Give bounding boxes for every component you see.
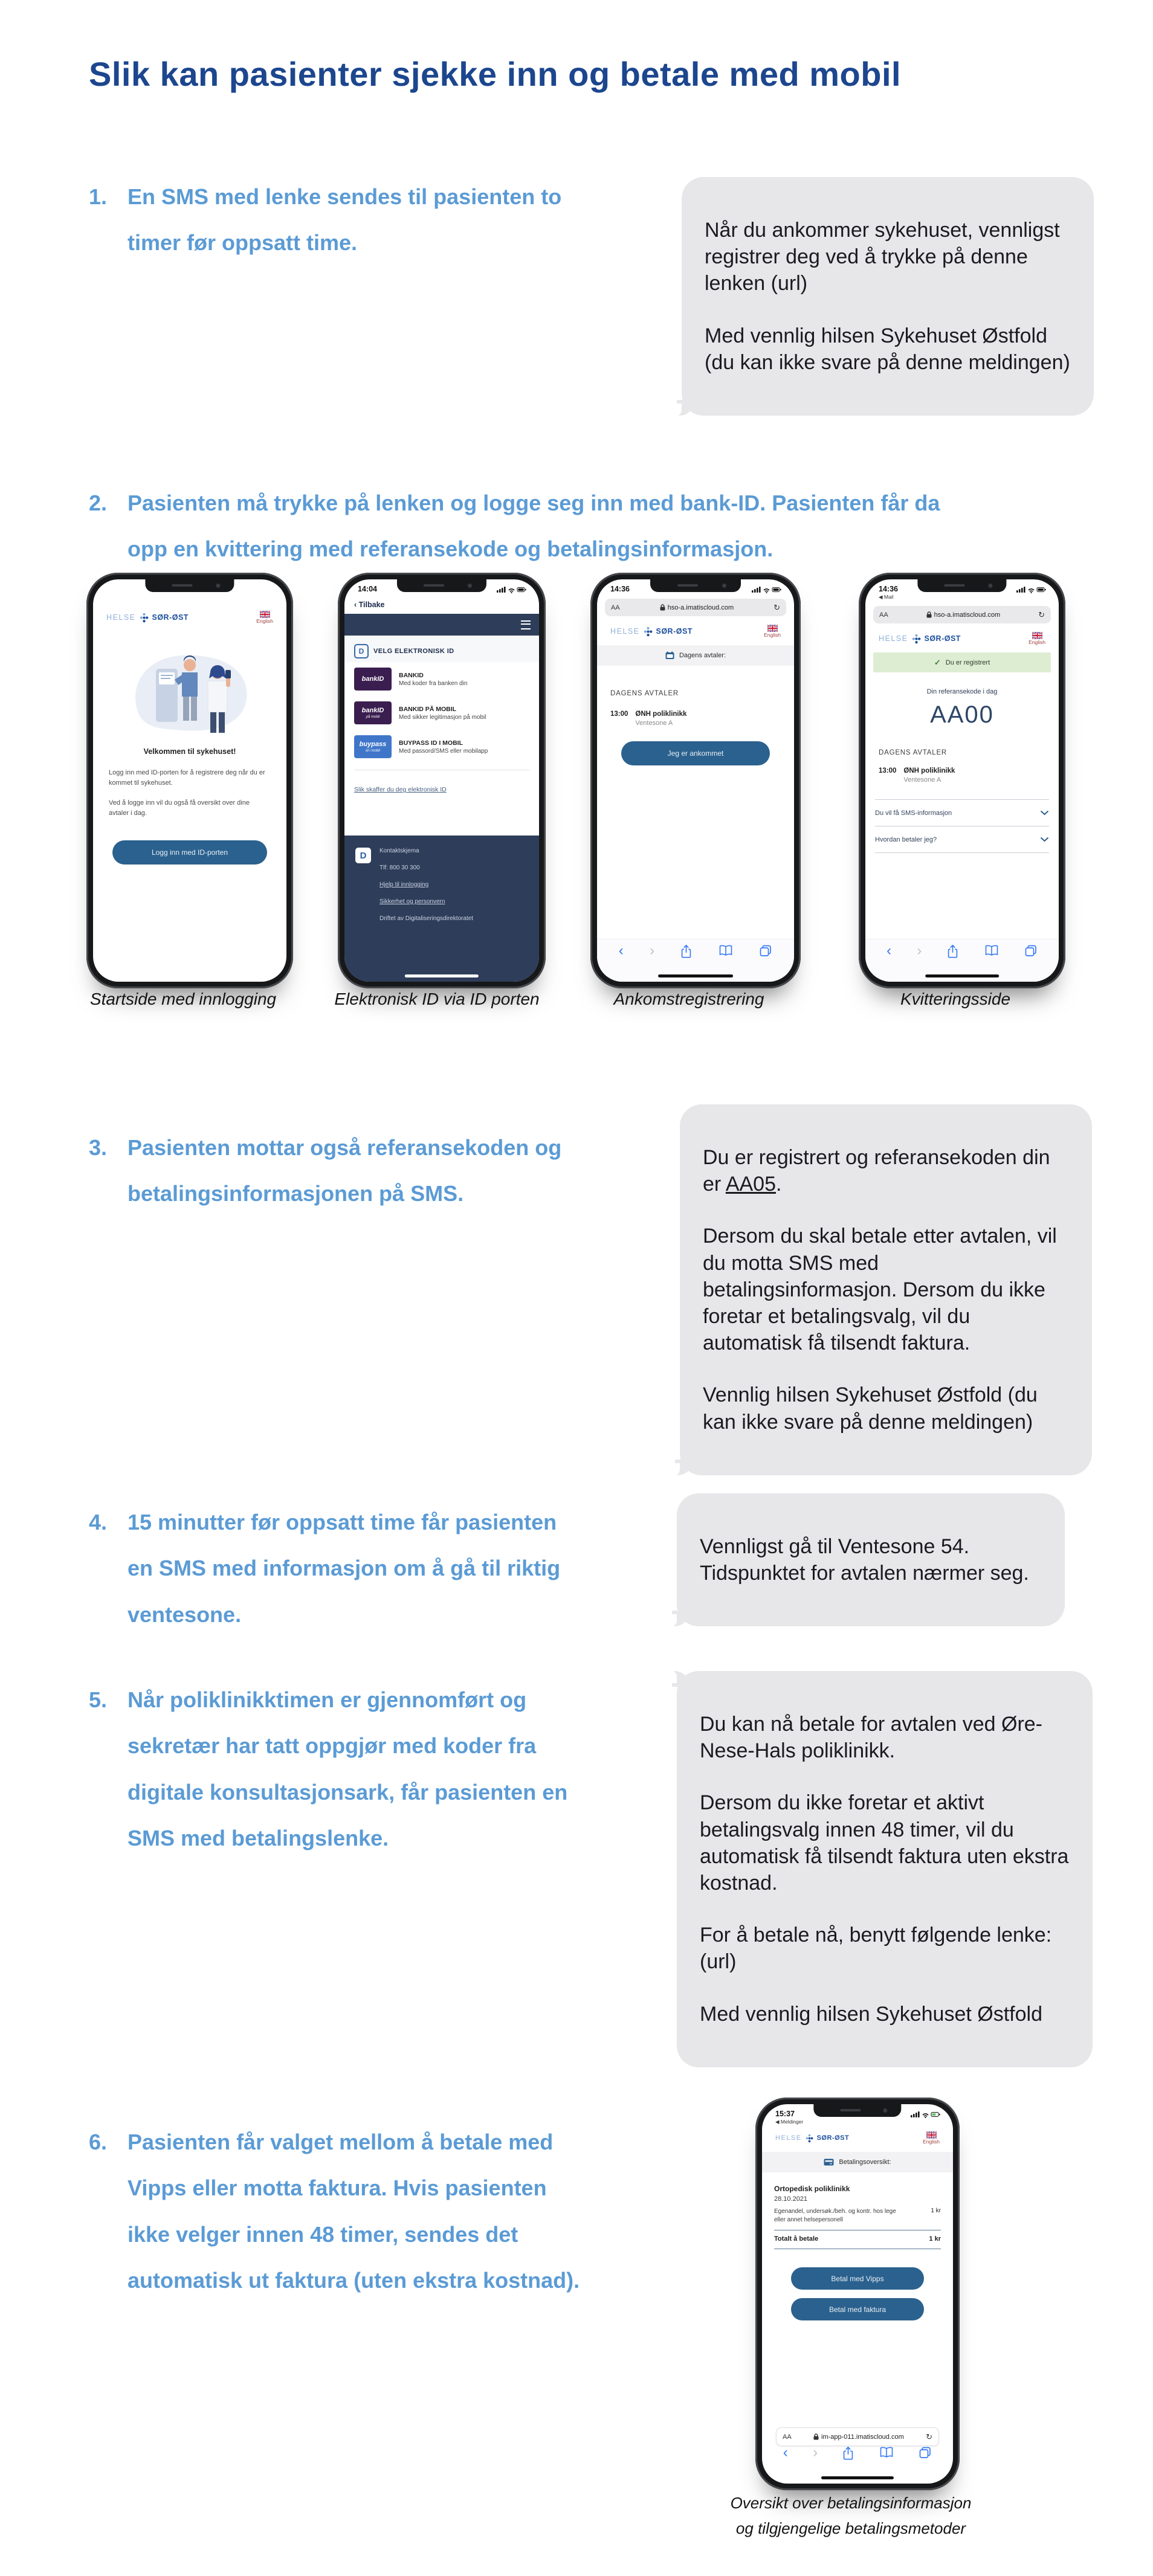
helse-sorost-logo: HELSE SØR-ØST [879, 634, 961, 643]
browser-back-icon[interactable]: ‹ [618, 942, 624, 959]
step-item-2 [89, 480, 949, 573]
clock: 15:37 ◀ Meldinger [775, 2110, 804, 2125]
eid-option-desc: Med passord/SMS eller mobilapp [399, 747, 488, 755]
text-size-control[interactable]: AA [783, 2433, 792, 2441]
home-indicator [925, 974, 999, 977]
check-icon: ✓ [934, 657, 941, 667]
sms-bubble-5 [677, 1671, 1093, 2067]
eid-option-bankid-mobil[interactable] [344, 696, 539, 730]
buypass-logo: buypass id i mobil [354, 735, 392, 758]
logo-dots-icon [140, 613, 149, 623]
bookmarks-icon[interactable] [984, 944, 999, 957]
url-host: hso-a.imatiscloud.com [660, 604, 734, 611]
phone-mockup-arrival [590, 573, 801, 988]
url-host: hso-a.imatiscloud.com [926, 611, 1000, 619]
accordion-sms-info[interactable]: Du vil få SMS-informasjon [875, 799, 1049, 826]
back-to-app[interactable]: ◀ Meldinger [775, 2119, 804, 2125]
phone-screen [865, 579, 1059, 982]
phone-mockup-idporten [338, 573, 546, 988]
total-label: Totalt å betale [774, 2235, 819, 2243]
reload-icon[interactable]: ↻ [926, 2432, 932, 2441]
reference-code-label: Din referansekode i dag [926, 688, 998, 696]
sms-paragraph: Med vennlig hilsen Sykehuset Østfold (du kan ikke svare på denne meldingen) [705, 324, 1070, 374]
logo-dots-icon [644, 626, 653, 637]
visit-date: 28.10.2021 [774, 2195, 808, 2203]
phone-mockup-start [86, 573, 293, 988]
sms-paragraph: Når du ankommer sykehuset, vennligst registrer deg ved å trykke på denne lenken (url) [705, 219, 1060, 295]
step-number: 5. [89, 1687, 108, 1712]
step-number: 1. [89, 184, 108, 209]
eid-option-title: BANKID [399, 671, 424, 679]
phone-notch [650, 579, 741, 592]
share-icon[interactable] [680, 944, 692, 959]
share-icon[interactable] [947, 944, 958, 959]
browser-back-icon[interactable]: ‹ [783, 2444, 788, 2461]
bookmarks-icon[interactable] [719, 944, 733, 957]
reference-code: AA00 [930, 701, 994, 729]
logo-dots-icon [912, 634, 921, 644]
browser-address-bar[interactable] [605, 599, 786, 616]
idporten-footer [344, 836, 539, 982]
phone-notch [813, 2104, 901, 2117]
text-size-control[interactable]: AA [611, 604, 620, 611]
idporten-navbar [344, 614, 539, 636]
welcome-illustration [122, 641, 257, 742]
phone-screen [597, 579, 794, 982]
how-to-get-eid-link[interactable]: Slik skaffer du deg elektronisk ID [354, 786, 447, 793]
uk-flag-icon [926, 2131, 937, 2139]
phone-notch [397, 579, 486, 592]
status-icons [752, 586, 782, 593]
url-host: im-app-011.imatiscloud.com [813, 2433, 904, 2441]
page-title: Slik kan pasienter sjekke inn og betale med mobil [89, 54, 902, 93]
sms-bubble-4 [677, 1493, 1065, 1626]
footer-link[interactable]: Kontaktskjema [379, 848, 419, 854]
back-button[interactable]: ‹ Tilbake [354, 601, 385, 609]
calendar-icon [665, 651, 674, 660]
reference-code-text: AA05 [725, 1173, 776, 1196]
back-to-app[interactable]: ◀ Mail [879, 594, 894, 600]
sms-bubble-1 [682, 177, 1094, 416]
appointment-time: 13:00 [610, 710, 628, 718]
language-toggle[interactable]: English [256, 611, 273, 624]
i-have-arrived-button[interactable]: Jeg er ankommet [621, 741, 770, 765]
payment-item-price: 1 kr [931, 2207, 941, 2215]
phone-screen [762, 2104, 953, 2484]
sms-paragraph: Du kan nå betale for avtalen ved Øre-Nese-Hals poliklinikk. [700, 1713, 1042, 1763]
header [597, 616, 794, 638]
accordion-how-to-pay[interactable]: Hvordan betaler jeg? [875, 826, 1049, 853]
welcome-heading: Velkommen til sykehuset! [143, 747, 236, 756]
eid-option-title: BANKID PÅ MOBIL [399, 705, 457, 713]
eid-header-label: VELG ELEKTRONISK ID [373, 648, 454, 655]
phone-caption-receipt: Kvitteringsside [900, 990, 1011, 1008]
sms-paragraph: Vennlig hilsen Sykehuset Østfold (du kan ikke svare på denne meldingen) [703, 1383, 1038, 1434]
phone-caption-payment-line1: Oversikt over betalingsinformasjon [730, 2494, 972, 2512]
eid-option-desc: Med koder fra banken din [399, 680, 468, 687]
payment-item-row [762, 2207, 953, 2224]
status-icons [1016, 586, 1047, 593]
tabs-icon[interactable] [1024, 944, 1038, 958]
appointment-name: ØNH poliklinikk [635, 710, 687, 718]
idporten-icon: D [354, 644, 369, 658]
browser-forward-icon[interactable]: › [813, 2444, 818, 2461]
payment-card-icon [824, 2159, 834, 2166]
sms-paragraph: Dersom du skal betale etter avtalen, vil du motta SMS med betalingsinformasjon. Dersom du ikke foretar et betalingsvalg, vil du automatisk få tilsendt faktura. [703, 1225, 1057, 1355]
sms-bubble-3 [680, 1104, 1092, 1475]
tabs-icon[interactable] [919, 2446, 932, 2459]
step-item-4 [89, 1499, 580, 1638]
home-indicator [821, 2476, 894, 2479]
phone-notch [145, 579, 234, 592]
phone-screen [344, 579, 539, 982]
sms-paragraph: Med vennlig hilsen Sykehuset Østfold [700, 2002, 1042, 2026]
footer-text: Tlf: 800 30 300 [379, 865, 420, 871]
payment-overview-banner: Betalingsoversikt: [762, 2152, 953, 2172]
chevron-down-icon [1040, 810, 1049, 816]
phone-notch [917, 579, 1006, 592]
lock-icon [813, 2433, 819, 2440]
phone-caption-start: Startside med innlogging [89, 990, 277, 1008]
reload-icon[interactable]: ↻ [1038, 610, 1045, 619]
login-idporten-button[interactable]: Logg inn med ID-porten [112, 840, 267, 865]
footer-link[interactable]: Sikkerhet og personvern [379, 898, 445, 905]
uk-flag-icon [767, 625, 778, 632]
eid-option-title: BUYPASS ID I MOBIL [399, 739, 463, 747]
sms-paragraph: Du er registrert og referansekoden din er AA05. [703, 1146, 1050, 1196]
sms-paragraph: Vennligst gå til Ventesone 54. Tidspunktet for avtalen nærmer seg. [700, 1535, 1029, 1585]
reload-icon[interactable]: ↻ [774, 602, 780, 612]
browser-back-icon[interactable]: ‹ [887, 942, 892, 959]
bookmarks-icon[interactable] [879, 2446, 894, 2459]
appointment-zone: Ventesone A [635, 720, 673, 727]
language-toggle[interactable]: English [923, 2131, 940, 2145]
section-heading: DAGENS AVTALER [610, 690, 679, 698]
bankid-mobil-logo: bankID på mobil [354, 701, 392, 724]
step-item-3 [89, 1125, 609, 1217]
eid-header-row [344, 636, 539, 662]
uk-flag-icon [260, 611, 270, 618]
home-indicator [658, 974, 733, 977]
eid-option-desc: Med sikker legitimasjon på mobil [399, 713, 486, 721]
registered-confirmation-banner: ✓ Du er registrert [873, 652, 1051, 672]
step-number: 2. [89, 491, 108, 515]
step-number: 4. [89, 1510, 108, 1534]
phone-caption-payment-line2: og tilgjengelige betalingsmetoder [735, 2519, 966, 2537]
bankid-logo: bankID [354, 668, 392, 691]
share-icon[interactable] [842, 2446, 854, 2461]
clock: 14:04 [358, 585, 377, 593]
total-row [762, 2230, 953, 2243]
phone-mockup-payment [755, 2098, 960, 2490]
appointment-name: ØNH poliklinikk [903, 767, 955, 775]
appointment-row [865, 756, 1059, 784]
payment-item-desc: Egenandel, undersøk./beh. og kontr. hos lege eller annet helsepersonell [774, 2208, 896, 2223]
footer-link[interactable]: Hjelp til innlogging [379, 881, 429, 888]
phone-caption-arrival: Ankomstregistrering [613, 990, 764, 1008]
language-toggle[interactable]: English [1029, 632, 1045, 645]
status-icons [497, 586, 527, 593]
step-item-6 [89, 2119, 594, 2304]
language-toggle[interactable]: English [764, 625, 781, 638]
step-text: Pasienten må trykke på lenken og logge seg inn med bank-ID. Pasienten får da opp en kvittering med referansekode og betalingsinformasjon. [128, 491, 940, 562]
idporten-icon: D [355, 848, 371, 863]
step-text: 15 minutter før oppsatt time får pasienten en SMS med informasjon om å gå til riktig ventesone. [128, 1510, 561, 1627]
header [762, 2125, 953, 2145]
clock: 14:36 [610, 585, 630, 593]
step-text: Pasienten mottar også referansekoden og betalingsinformasjonen på SMS. [128, 1135, 562, 1206]
phone-mockup-receipt [859, 573, 1065, 988]
header [865, 623, 1059, 645]
step-text: Når poliklinikktimen er gjennomført og sekretær har tatt oppgjør med koder fra digitale konsultasjonsark, får pasienten en SMS med betalingslenke. [128, 1687, 568, 1850]
step-text: Pasienten får valget mellom å betale med Vipps eller motta faktura. Hvis pasienten ikke velger innen 48 timer, sendes det automatisk ut faktura (uten ekstra kostnad). [128, 2130, 580, 2293]
home-indicator [405, 974, 479, 977]
step-number: 6. [89, 2130, 108, 2154]
appointment-row [597, 697, 794, 727]
eid-option-buypass[interactable] [344, 730, 539, 764]
step-number: 3. [89, 1135, 108, 1160]
menu-icon[interactable] [521, 620, 531, 630]
phone-screen [93, 579, 286, 982]
step-item-1 [89, 174, 575, 266]
logo-dots-icon [806, 2134, 813, 2143]
section-heading: DAGENS AVTALER [879, 749, 948, 757]
pay-with-invoice-button[interactable]: Betal med faktura [791, 2298, 924, 2320]
clock: 14:36 ◀ Mail [879, 585, 898, 600]
todays-appointments-banner: Dagens avtaler: [597, 645, 794, 666]
lock-icon [660, 604, 665, 611]
intro-paragraph: Ved å logge inn vil du også få oversikt over dine avtaler i dag. [109, 799, 250, 817]
text-size-control[interactable]: AA [879, 611, 888, 619]
footer-text: Driftet av Digitaliseringsdirektoratet [379, 915, 474, 922]
appointment-time: 13:00 [879, 767, 897, 775]
eid-option-bankid[interactable] [344, 662, 539, 696]
clinic-name: Ortopedisk poliklinikk [774, 2185, 850, 2194]
helse-sorost-logo: HELSE SØR-ØST [106, 613, 189, 622]
chevron-down-icon [1040, 837, 1049, 842]
lock-icon [926, 611, 932, 618]
intro-paragraph: Logg inn med ID-porten for å registrere deg når du er kommet til sykehuset. [109, 769, 265, 787]
sms-paragraph: For å betale nå, benytt følgende lenke: (url) [700, 1924, 1052, 1974]
browser-address-bar[interactable] [873, 606, 1051, 623]
helse-sorost-logo: HELSE SØR-ØST [775, 2134, 850, 2142]
appointment-zone: Ventesone A [903, 776, 941, 784]
total-price: 1 kr [929, 2235, 941, 2243]
pay-with-vipps-button[interactable]: Betal med Vipps [791, 2267, 924, 2290]
browser-forward-icon[interactable]: › [917, 942, 922, 959]
phone-caption-idporten: Elektronisk ID via ID porten [334, 990, 540, 1008]
uk-flag-icon [1032, 632, 1042, 639]
step-text: En SMS med lenke sendes til pasienten to timer før oppsatt time. [128, 184, 562, 256]
helse-sorost-logo: HELSE SØR-ØST [610, 627, 693, 636]
sms-paragraph: Dersom du ikke foretar et aktivt betalingsvalg innen 48 timer, vil du automatisk få tilsendt faktura uten ekstra kostnad. [700, 1791, 1069, 1895]
step-item-5 [89, 1677, 589, 1861]
browser-forward-icon[interactable]: › [650, 942, 655, 959]
tabs-icon[interactable] [759, 944, 772, 958]
status-icons [911, 2111, 941, 2118]
